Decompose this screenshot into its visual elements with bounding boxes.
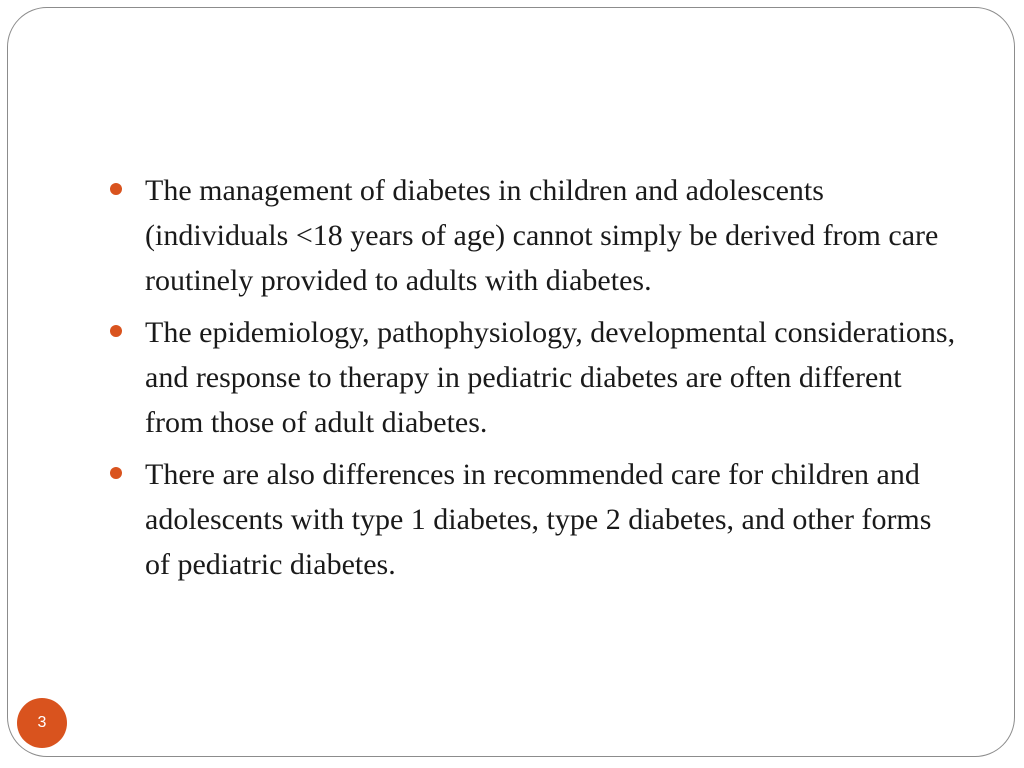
bullet-dot-icon [110,467,122,479]
bullet-text-1: The management of diabetes in children and adolescents (individuals <18 years of age) cannot simply be derived from care routinely provided to adults with diabetes. [145,174,939,297]
bullet-item-3 [108,452,958,587]
bullet-text-2: The epidemiology, pathophysiology, developmental considerations, and response to therapy in pediatric diabetes are often different from those of adult diabetes. [145,316,956,439]
page-number-badge [17,698,67,748]
bullet-dot-icon [110,183,122,195]
bullet-item-1 [108,168,958,303]
bullet-list [108,168,958,594]
bullet-item-2 [108,310,958,445]
bullet-text-3: There are also differences in recommended care for children and adolescents with type 1 diabetes, type 2 diabetes, and other forms of pediatric diabetes. [145,458,932,581]
page-number: 3 [37,714,47,731]
bullet-dot-icon [110,325,122,337]
